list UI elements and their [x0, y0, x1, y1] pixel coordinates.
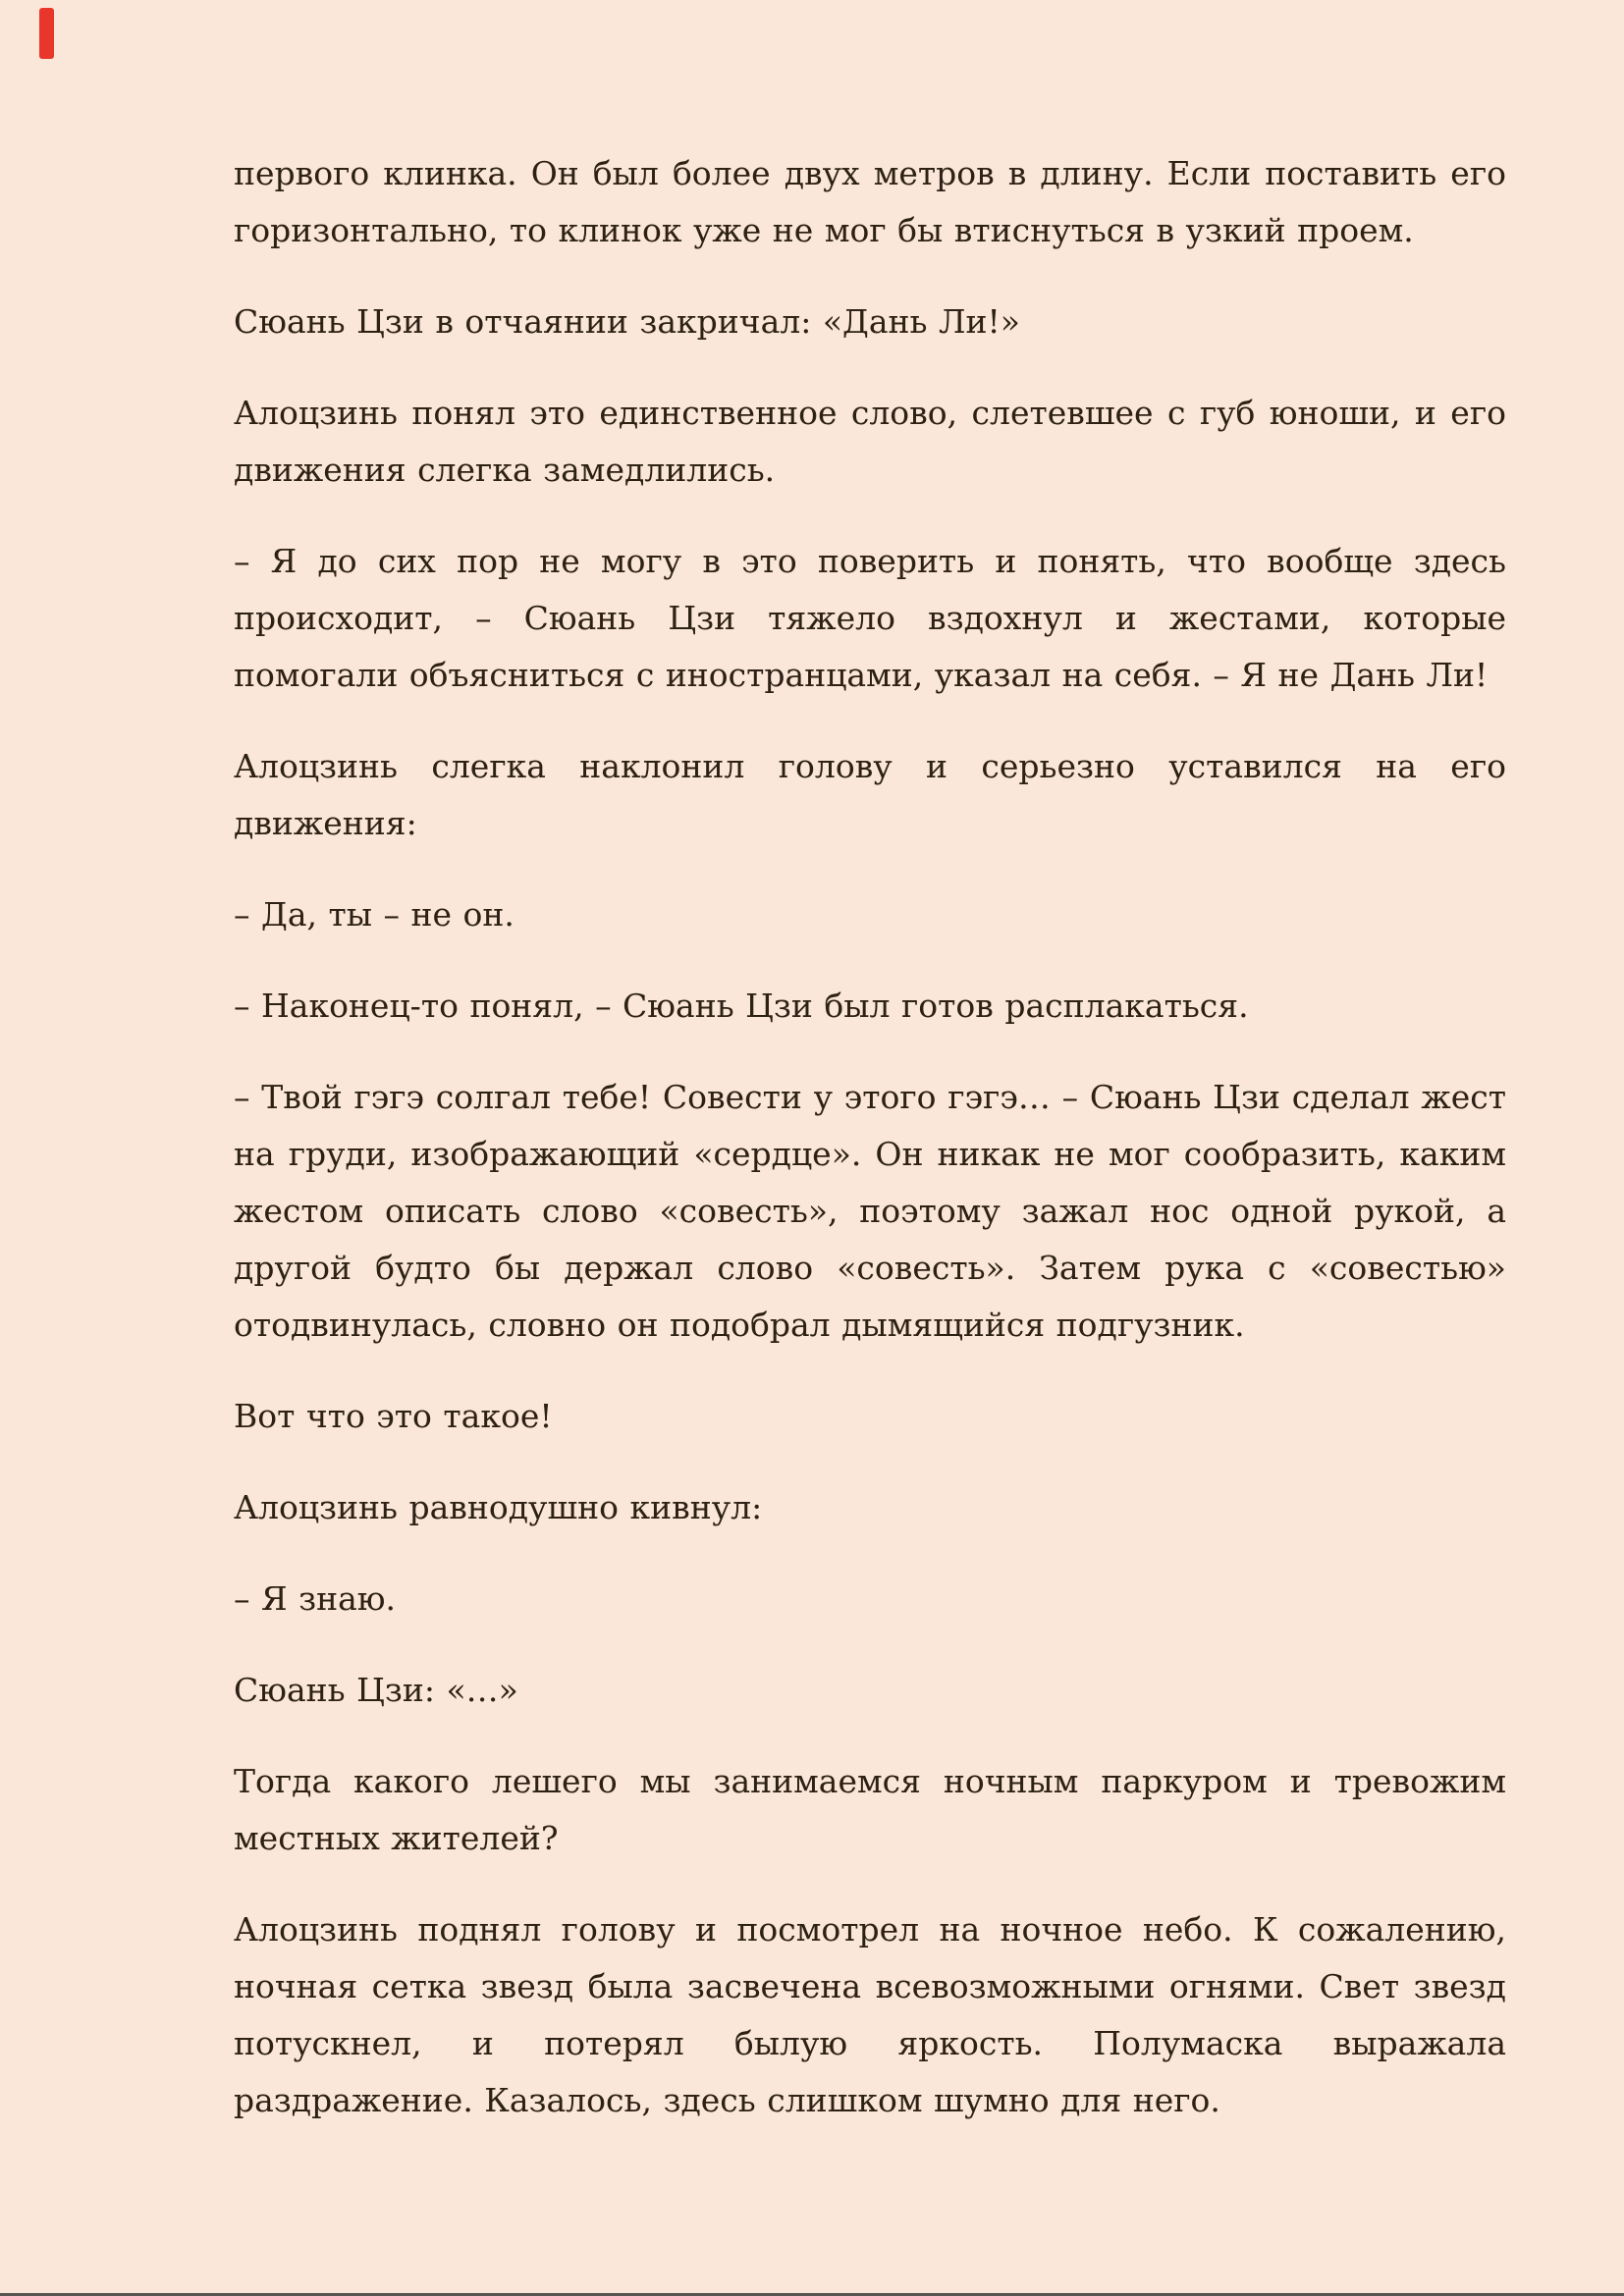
paragraph: – Твой гэгэ солгал тебе! Совести у этого гэгэ… – Сюань Цзи сделал жест на груди, изображающий «сердце». Он никак не мог сообразить, каким жестом описать слово «совесть», поэтому зажал нос одной рукой, а другой будто бы держал слово «совесть». Затем рука с «совестью» отодвинулась, словно он подобрал дымящийся подгузник.: [234, 1078, 1506, 1344]
page-text-block: [234, 145, 1506, 2163]
paragraph: Сюань Цзи в отчаянии закричал: «Дань Ли!»: [234, 302, 1020, 341]
paragraph: Алоцзинь равнодушно кивнул:: [234, 1488, 763, 1526]
paragraph: – Я до сих пор не могу в это поверить и понять, что вообще здесь происходит, – Сюань Цзи тяжело вздохнул и жестами, которые помогали объясниться с иностранцами, указал на себя. – Я не Дань Ли!: [234, 542, 1506, 694]
paragraph: – Наконец-то понял, – Сюань Цзи был готов расплакаться.: [234, 987, 1249, 1025]
paragraph: первого клинка. Он был более двух метров в длину. Если поставить его горизонтально, то клинок уже не мог бы втиснуться в узкий проем.: [234, 154, 1506, 249]
paragraph: Вот что это такое!: [234, 1397, 553, 1435]
paragraph: Сюань Цзи: «…»: [234, 1671, 518, 1709]
paragraph: – Я знаю.: [234, 1579, 397, 1618]
paragraph: Алоцзинь поднял голову и посмотрел на ночное небо. К сожалению, ночная сетка звезд была засвечена всевозможными огнями. Свет звезд потускнел, и потерял былую яркость. Полумаска выражала раздражение. Казалось, здесь слишком шумно для него.: [234, 1910, 1506, 2119]
paragraph: – Да, ты – не он.: [234, 895, 514, 934]
paragraph: Тогда какого лешего мы занимаемся ночным паркуром и тревожим местных жителей?: [234, 1762, 1506, 1857]
bookmark-marker: [39, 8, 54, 59]
paragraph: Алоцзинь понял это единственное слово, слетевшее с губ юноши, и его движения слегка замедлились.: [234, 394, 1506, 489]
paragraph: Алоцзинь слегка наклонил голову и серьезно уставился на его движения:: [234, 747, 1506, 842]
